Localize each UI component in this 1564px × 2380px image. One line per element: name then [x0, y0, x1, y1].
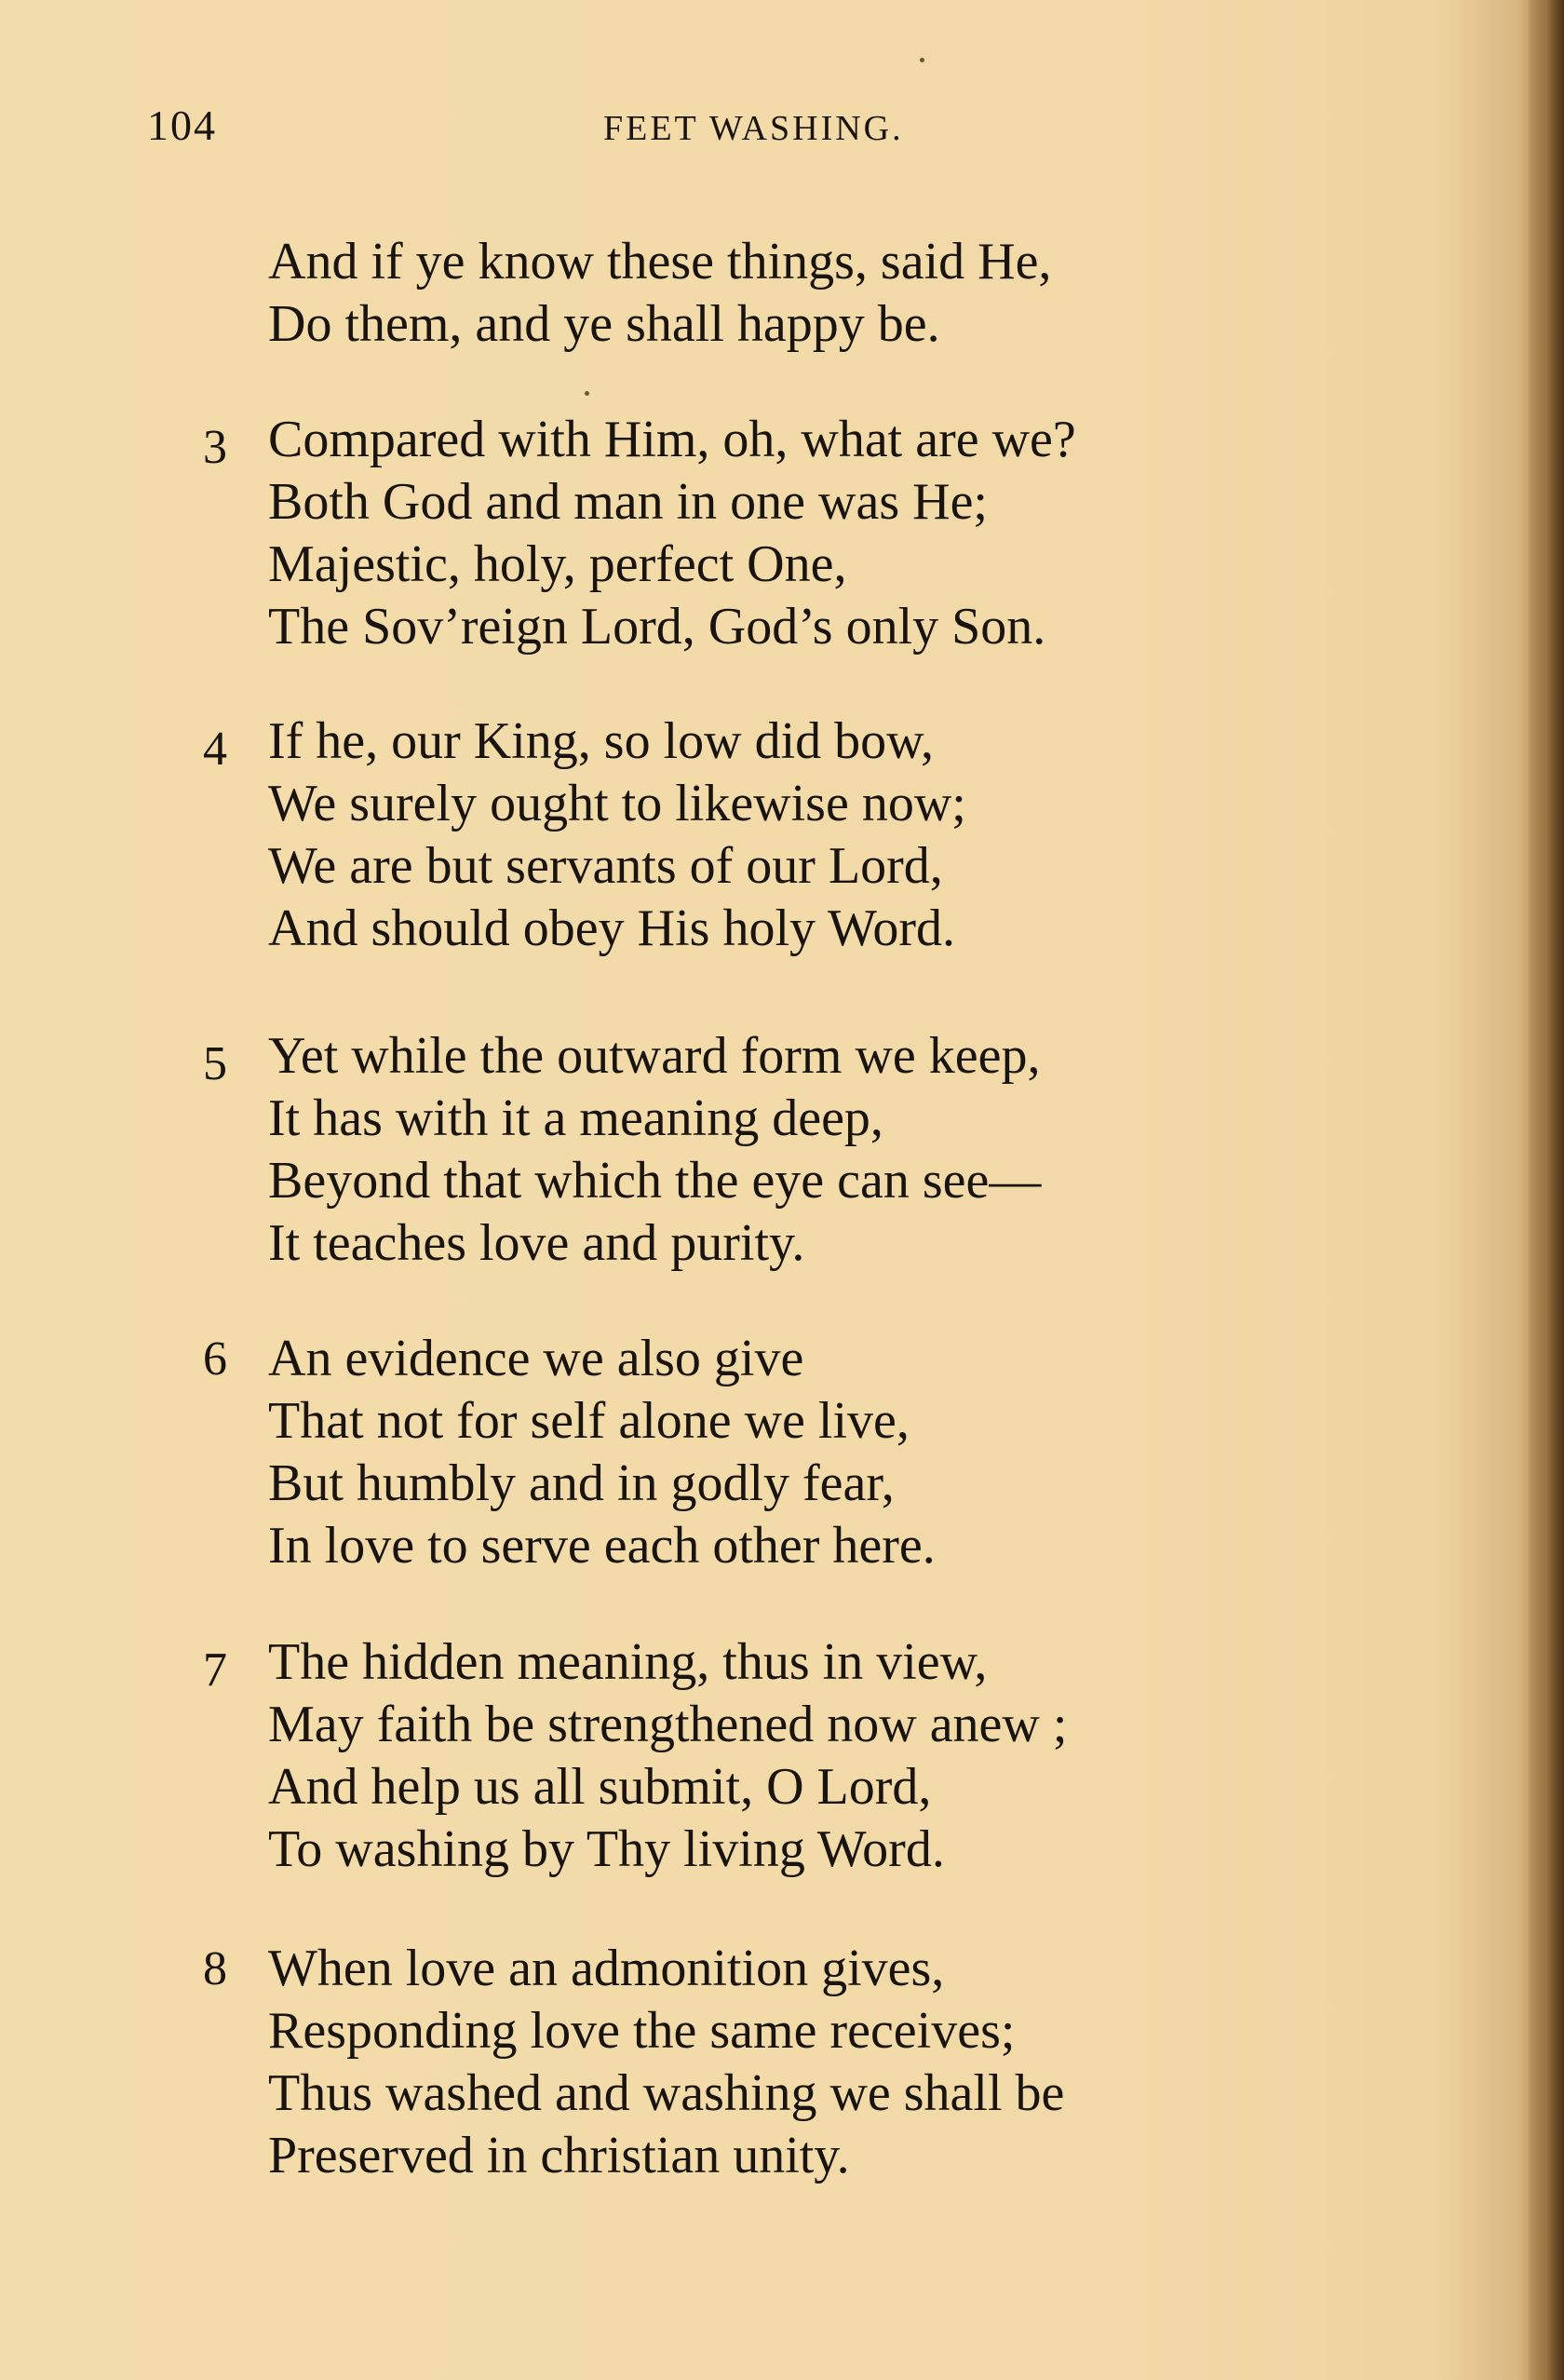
stanza-line: We surely ought to likewise now; — [268, 775, 966, 832]
stanza-line: Majestic, holy, perfect One, — [268, 535, 847, 593]
stanza-line: When love an admonition gives, — [268, 1940, 945, 1997]
stanza-number: 4 — [203, 723, 227, 776]
ink-speck — [585, 391, 589, 396]
page-number: 104 — [147, 101, 217, 149]
stanza-line: It has with it a meaning deep, — [268, 1089, 883, 1147]
stanza-number: 5 — [203, 1037, 227, 1090]
stanza-line: May faith be strengthened now anew ; — [268, 1696, 1068, 1753]
stanza-line: It teaches love and purity. — [268, 1214, 805, 1272]
stanza-line: The Sov’reign Lord, God’s only Son. — [268, 598, 1046, 656]
page-edge-shadow — [1529, 0, 1564, 2380]
stanza-line: In love to serve each other here. — [268, 1517, 936, 1575]
stanza-line: To washing by Thy living Word. — [268, 1820, 945, 1878]
ink-speck — [920, 58, 924, 62]
stanza-line: Thus washed and washing we shall be — [268, 2064, 1065, 2122]
stanza-line: Responding love the same receives; — [268, 2002, 1016, 2060]
stanza-line: That not for self alone we live, — [268, 1392, 910, 1450]
stanza-line: And should obey His holy Word. — [268, 899, 956, 957]
stanza-number: 7 — [203, 1643, 227, 1697]
stanza-line: If he, our King, so low did bow, — [268, 712, 934, 770]
stanza-line: And help us all submit, O Lord, — [268, 1758, 932, 1816]
stanza-number: 3 — [203, 421, 227, 474]
running-head: FEET WASHING. — [603, 109, 904, 148]
stanza-line: Beyond that which the eye can see— — [268, 1152, 1042, 1210]
stanza-line: Do them, and ye shall happy be. — [268, 295, 940, 353]
stanza-number: 8 — [203, 1942, 227, 1995]
stanza-number: 6 — [203, 1332, 227, 1386]
page-header — [147, 101, 1264, 156]
stanza-line: Both God and man in one was He; — [268, 473, 988, 531]
stanza-line: But humbly and in godly fear, — [268, 1454, 895, 1512]
stanza-line: The hidden meaning, thus in view, — [268, 1633, 988, 1691]
stanza-line: And if ye know these things, said He, — [268, 233, 1052, 291]
stanza-line: We are but servants of our Lord, — [268, 837, 943, 895]
stanza-line: Preserved in christian unity. — [268, 2127, 850, 2184]
stanza-line: An evidence we also give — [268, 1330, 804, 1387]
stanza-line: Compared with Him, oh, what are we? — [268, 411, 1076, 468]
stanza-line: Yet while the outward form we keep, — [268, 1027, 1041, 1085]
